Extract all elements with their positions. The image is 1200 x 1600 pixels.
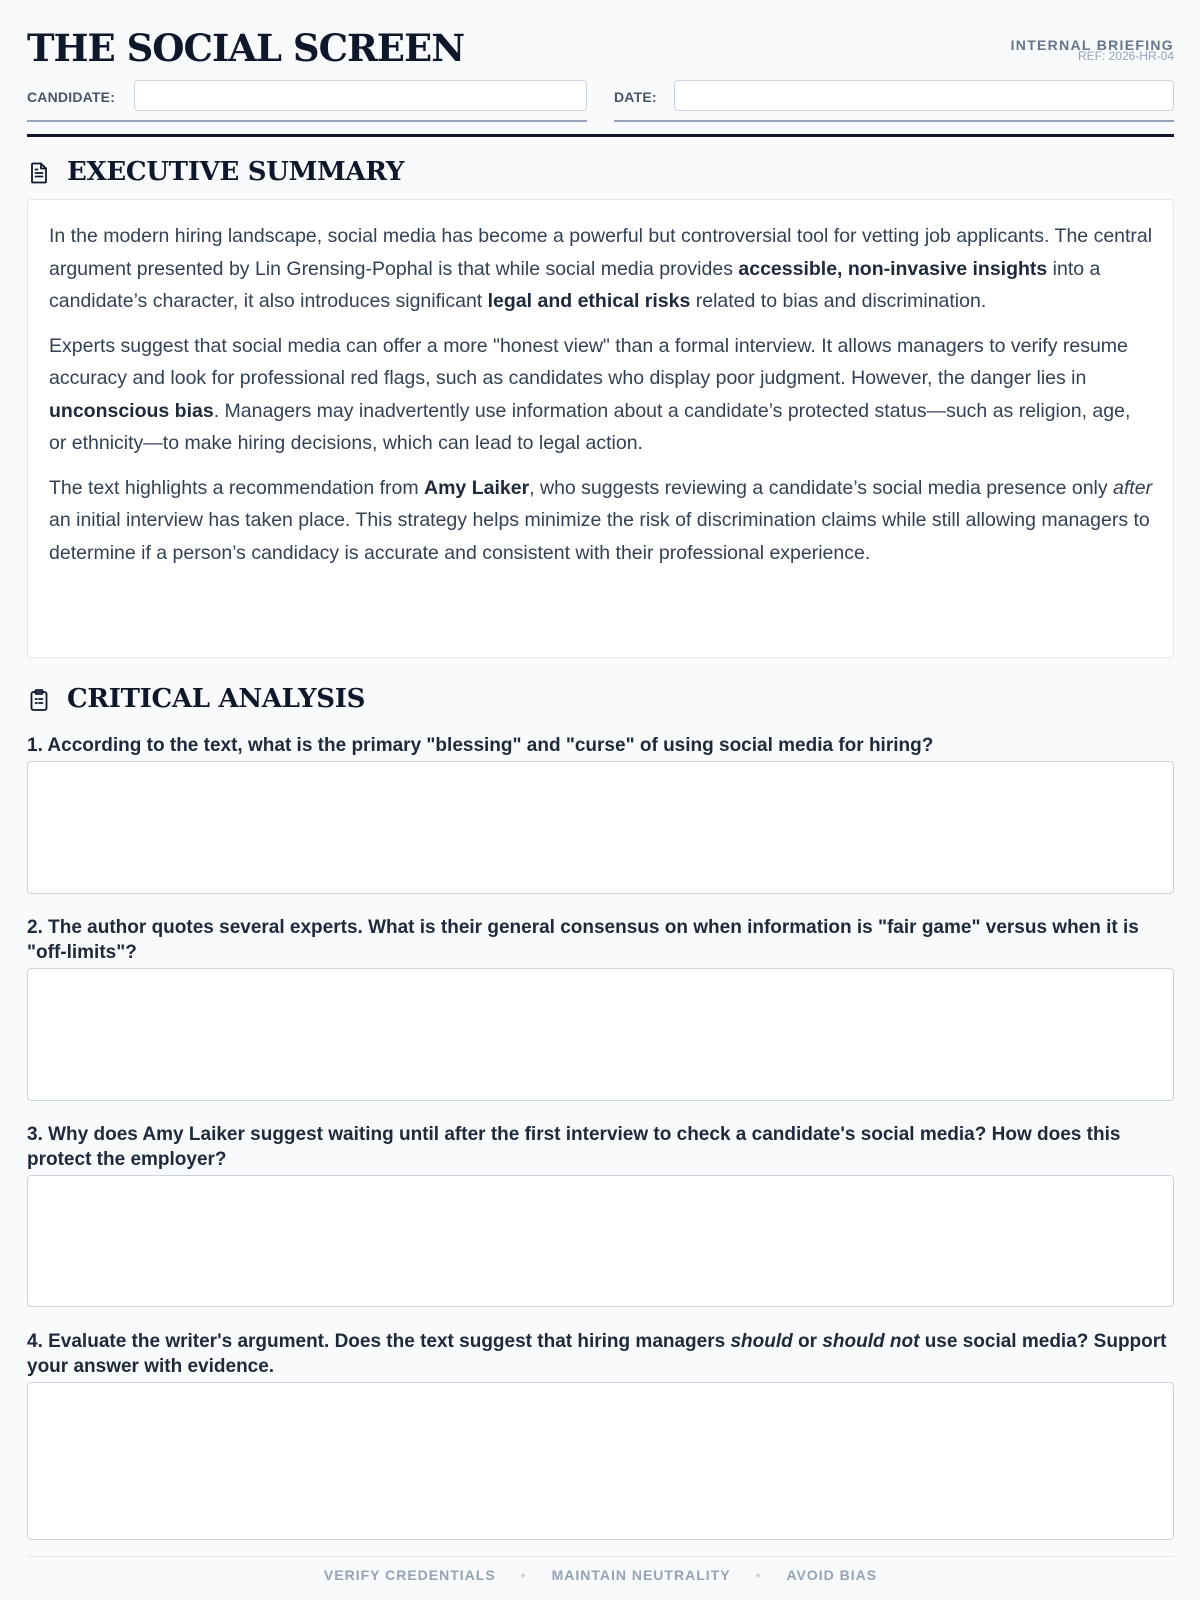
candidate-label: CANDIDATE:	[27, 89, 116, 105]
answer-2-textarea[interactable]	[27, 968, 1174, 1101]
summary-heading	[27, 155, 627, 189]
answer-1-textarea[interactable]	[27, 761, 1174, 894]
info-fields	[27, 80, 1174, 122]
header	[27, 26, 1174, 70]
reference-code: REF: 2026-HR-04	[1077, 49, 1174, 63]
footer-divider	[27, 1556, 1174, 1557]
question-4: 4. Evaluate the writer's argument. Does the text suggest that hiring managers should or should not use social media? Support your answer with evidence.	[27, 1331, 1167, 1377]
summary-card	[27, 199, 1174, 658]
footer-separator: •	[520, 1567, 527, 1583]
summary-paragraph-3: The text highlights a recommendation from Amy Laiker, who suggests reviewing a candidate’s social media presence only after an initial interview has taken place. This strategy helps minimize the risk of discrimination claims while still allowing managers to determine if a person’s candidacy is accurate and consistent with their professional experience.	[49, 476, 1153, 564]
question-2: 2. The author quotes several experts. What is their general consensus on when information is "fair game" versus when it is "off-limits"?	[27, 917, 1139, 963]
answer-4-textarea[interactable]	[27, 1382, 1174, 1540]
briefing-label: INTERNAL BRIEFING	[1010, 37, 1174, 53]
candidate-input[interactable]	[134, 80, 587, 111]
summary-title: EXECUTIVE SUMMARY	[67, 157, 405, 187]
footer	[27, 1565, 1174, 1585]
header-divider	[27, 134, 1174, 137]
date-label: DATE:	[614, 89, 657, 105]
page-title: THE SOCIAL SCREEN	[27, 26, 465, 70]
footer-item-bias: AVOID BIAS	[786, 1567, 878, 1583]
candidate-field	[27, 80, 587, 122]
summary-paragraph-2: Experts suggest that social media can offer a more "honest view" than a formal interview. It allows managers to verify resume accuracy and look for professional red flags, such as candidates who display poor judgment. However, the danger lies in unconscious bias. Managers may inadvertently use information about a candidate’s protected status—such as religion, age, or ethnicity—to make hiring decisions, which can lead to legal action.	[49, 334, 1131, 454]
question-3: 3. Why does Amy Laiker suggest waiting until after the first interview to check a candidate's social media? How does this protect the employer?	[27, 1124, 1121, 1170]
answer-3-textarea[interactable]	[27, 1175, 1174, 1307]
analysis-heading	[27, 682, 627, 716]
date-field	[614, 80, 1174, 122]
clipboard-icon	[27, 688, 51, 712]
summary-paragraph-1: In the modern hiring landscape, social media has become a powerful but controversial tool for vetting job applicants. The central argument presented by Lin Grensing-Pophal is that while social media provides accessible, non-invasive insights into a candidate’s character, it also introduces significant legal and ethical risks related to bias and discrimination.	[49, 225, 1153, 312]
footer-item-verify: VERIFY CREDENTIALS	[323, 1567, 496, 1583]
footer-separator: •	[755, 1567, 762, 1583]
analysis-title: CRITICAL ANALYSIS	[67, 684, 366, 714]
briefing-block	[1011, 37, 1174, 63]
date-input[interactable]	[674, 80, 1174, 111]
worksheet-page	[27, 0, 1174, 1600]
footer-item-neutrality: MAINTAIN NEUTRALITY	[551, 1567, 731, 1583]
document-icon	[27, 161, 51, 185]
question-1: 1. According to the text, what is the primary "blessing" and "curse" of using social media for hiring?	[27, 735, 934, 756]
